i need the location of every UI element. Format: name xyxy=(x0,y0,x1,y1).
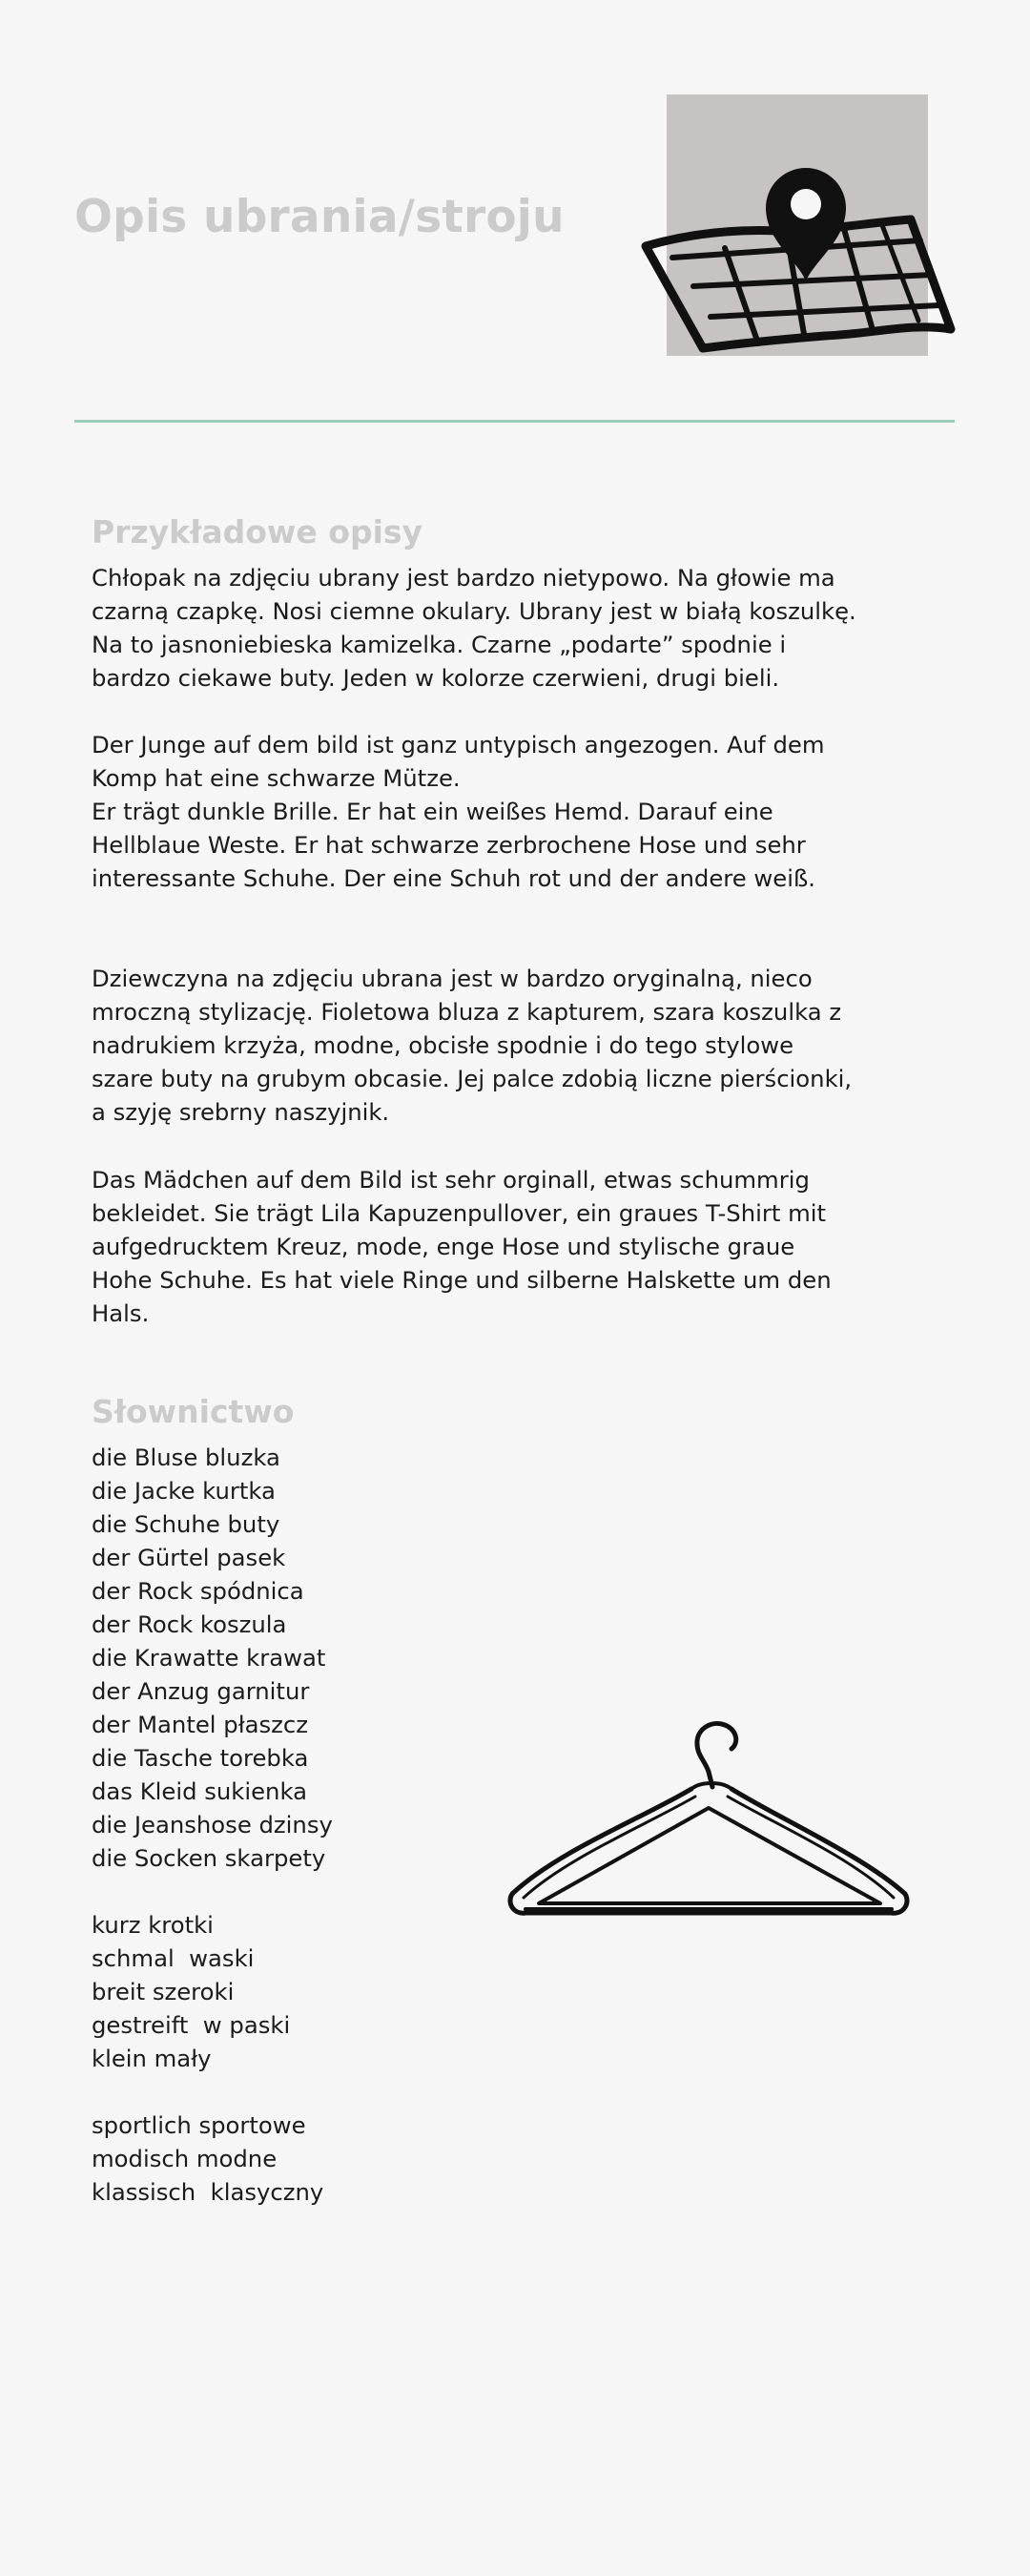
vocab-gap xyxy=(92,1875,492,1908)
vocab-item: kurz krotki xyxy=(92,1911,214,1939)
section-divider xyxy=(74,420,955,423)
example-paragraph-girl-pl: Dziewczyna na zdjęciu ubrana jest w bardzo oryginalną, nieco mroczną stylizację. Fioletowa bluza z kapturem, szara koszulka z nadrukiem krzyża, modne, obcisłe spodnie i do tego stylowe szare buty na grubym obcasie. Jej palce zdobią liczne pierścionki, a szyję srebrny naszyjnik. xyxy=(92,965,853,1126)
vocab-item: modisch modne xyxy=(92,2145,278,2172)
vocab-item: sportlich sportowe xyxy=(92,2111,306,2139)
vocab-gap xyxy=(92,2075,492,2109)
vocabulary-list xyxy=(92,1441,492,2209)
vocab-item: die Jeanshose dzinsy xyxy=(92,1811,333,1839)
vocab-item: gestreift w paski xyxy=(92,2011,291,2039)
hanger-icon xyxy=(501,1713,916,1932)
vocab-item: der Rock spódnica xyxy=(92,1577,304,1605)
examples-heading: Przykładowe opisy xyxy=(92,513,423,551)
vocab-item: die Jacke kurtka xyxy=(92,1477,276,1505)
vocabulary-heading: Słownictwo xyxy=(92,1393,295,1430)
example-paragraph-girl-de: Das Mädchen auf dem Bild ist sehr orginall, etwas schummrig bekleidet. Sie trägt Lila Kapuzenpullover, ein graues T-Shirt mit aufgedrucktem Kreuz, mode, enge Hose und stylische graue Hohe Schuhe. Es hat viele Ringe und silberne Halskette um den Hals. xyxy=(92,1166,832,1327)
example-paragraph-boy-de: Der Junge auf dem bild ist ganz untypisch angezogen. Auf dem Komp hat eine schwarze Mütze. Er trägt dunkle Brille. Er hat ein weißes Hemd. Darauf eine Hellblaue Weste. Er hat schwarze zerbrochene Hose und sehr interessante Schuhe. Der eine Schuh rot und der andere weiß. xyxy=(92,731,825,892)
vocab-item: die Tasche torebka xyxy=(92,1744,309,1772)
vocab-item: der Gürtel pasek xyxy=(92,1544,286,1571)
vocab-item: die Bluse bluzka xyxy=(92,1444,280,1471)
vocab-item: die Krawatte krawat xyxy=(92,1644,326,1672)
vocab-item: klassisch klasyczny xyxy=(92,2178,324,2206)
vocab-item: das Kleid sukienka xyxy=(92,1777,307,1805)
example-paragraph-boy-pl: Chłopak na zdjęciu ubrany jest bardzo nietypowo. Na głowie ma czarną czapkę. Nosi ciemne okulary. Ubrany jest w białą koszulkę. Na to jasnoniebieska kamizelka. Czarne „podarte” spodnie i bardzo ciekawe buty. Jeden w kolorze czerwieni, drugi bieli. xyxy=(92,564,856,692)
vocab-item: der Mantel płaszcz xyxy=(92,1711,309,1738)
vocab-item: die Socken skarpety xyxy=(92,1844,326,1872)
vocab-item: die Schuhe buty xyxy=(92,1510,280,1538)
vocab-item: der Rock koszula xyxy=(92,1610,287,1638)
vocab-item: klein mały xyxy=(92,2045,212,2072)
vocab-item: schmal waski xyxy=(92,1944,255,1972)
page-title: Opis ubrania/stroju xyxy=(74,191,565,243)
map-pin-icon xyxy=(634,153,958,358)
vocab-item: breit szeroki xyxy=(92,1978,235,2005)
vocab-item: der Anzug garnitur xyxy=(92,1677,310,1705)
